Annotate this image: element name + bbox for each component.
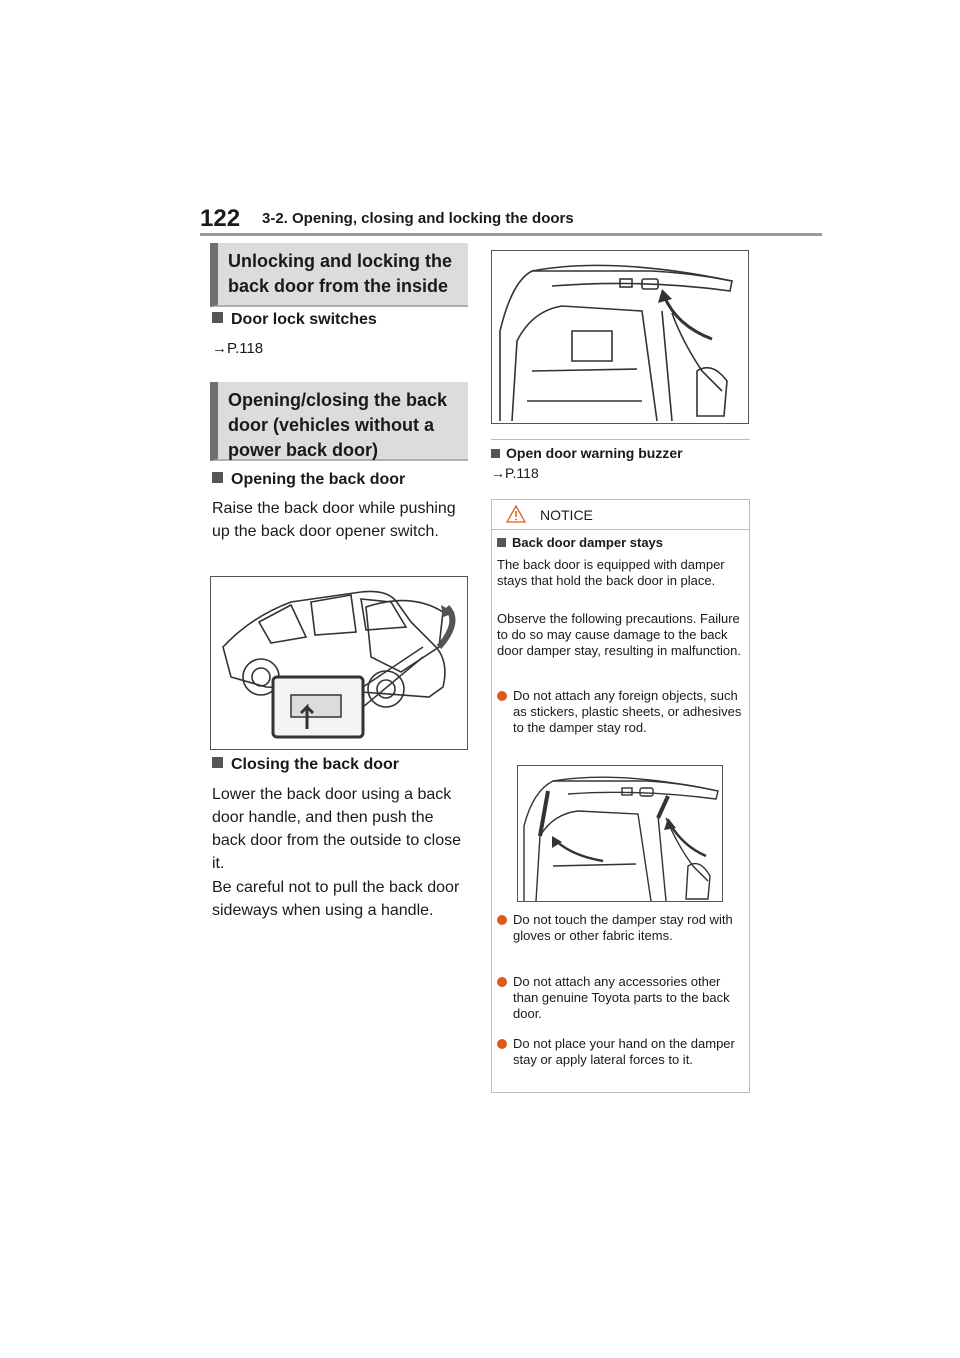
arrow-right-icon: →: [212, 340, 227, 357]
notice-header: [491, 499, 750, 530]
square-bullet-icon: [491, 449, 500, 458]
square-bullet-icon: [212, 757, 223, 768]
open-door-buzzer-heading: Open door warning buzzer: [491, 445, 683, 461]
heading-opening-closing-back-door: Opening/closing the back door (vehicles without a power back door): [210, 382, 468, 461]
damper-stays-heading: Back door damper stays: [497, 535, 663, 550]
door-lock-switches-heading: Door lock switches: [212, 311, 377, 329]
open-back-door-illustration: [492, 251, 748, 423]
door-lock-page-ref[interactable]: →P.118: [212, 340, 264, 357]
damper-stays-text-1: The back door is equipped with damper stays that hold the back door in place.: [497, 557, 725, 588]
back-door-handle-figure: [491, 250, 749, 424]
bullet-dot-icon: [497, 977, 507, 987]
bullet-dot-icon: [497, 1039, 507, 1049]
notice-bullet: Do not touch the damper stay rod with gloves or other fabric items.: [497, 912, 745, 944]
warning-triangle-icon: [506, 505, 526, 523]
section-divider: [491, 439, 750, 440]
square-bullet-icon: [497, 538, 506, 547]
notice-bullet: Do not attach any foreign objects, such as stickers, plastic sheets, or adhesives to the damper stay rod.: [497, 688, 745, 736]
notice-title: NOTICE: [540, 507, 593, 523]
closing-back-door-text-2: Be careful not to pull the back door sideways when using a handle.: [212, 879, 460, 919]
page-number: 122: [200, 205, 241, 232]
bullet-dot-icon: [497, 691, 507, 701]
square-bullet-icon: [212, 472, 223, 483]
section-title: 3-2. Opening, closing and locking the doors: [262, 210, 574, 227]
car-rear-illustration: [211, 577, 467, 749]
damper-stay-illustration: [518, 766, 722, 901]
notice-bullet: Do not place your hand on the damper stay or apply lateral forces to it.: [497, 1036, 745, 1068]
back-door-opener-figure: [210, 576, 468, 750]
header-rule: [200, 233, 822, 236]
square-bullet-icon: [212, 312, 223, 323]
opening-back-door-text: Raise the back door while pushing up the back door opener switch.: [212, 500, 456, 540]
heading-unlock-back-door: Unlocking and locking the back door from the inside: [210, 243, 468, 307]
arrow-right-icon: →: [491, 465, 505, 481]
open-door-buzzer-page-ref[interactable]: →P.118: [491, 465, 539, 481]
closing-back-door-heading: Closing the back door: [212, 756, 399, 774]
damper-stay-figure: [517, 765, 723, 902]
notice-bullet: Do not attach any accessories other than genuine Toyota parts to the back door.: [497, 974, 745, 1022]
bullet-dot-icon: [497, 915, 507, 925]
opening-back-door-heading: Opening the back door: [212, 471, 405, 489]
damper-stays-text-2: Observe the following precautions. Failure to do so may cause damage to the back door damper stay, resulting in malfunction.: [497, 611, 741, 658]
closing-back-door-text-1: Lower the back door using a back door handle, and then push the back door from the outside to close it.: [212, 786, 462, 872]
